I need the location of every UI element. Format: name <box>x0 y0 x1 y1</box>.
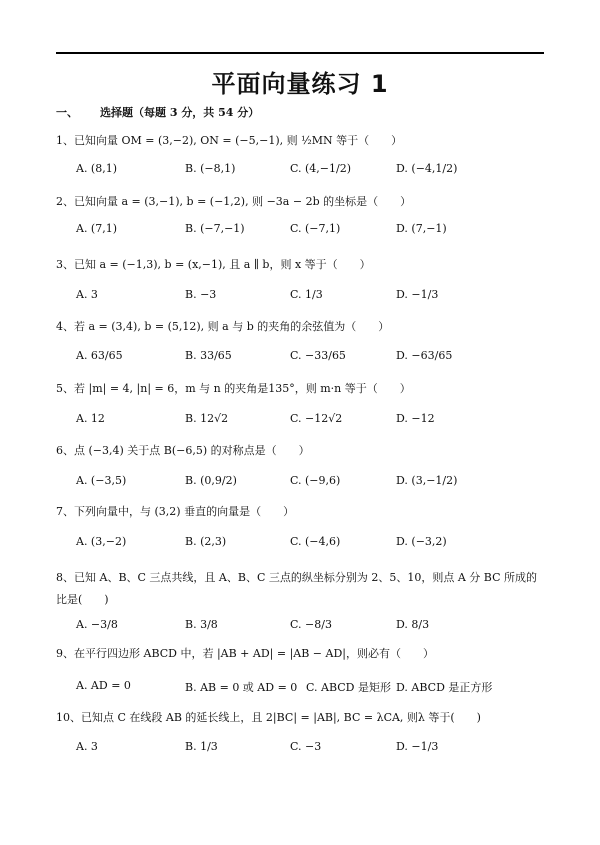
option-d: D. −12 <box>396 412 435 425</box>
option-c: C. −3 <box>290 740 322 753</box>
option-b: B. 12√2 <box>185 412 229 425</box>
option-a: A. −3/8 <box>76 618 118 631</box>
question-stem: 8、已知 A、B、C 三点共线，且 A、B、C 三点的纵坐标分别为 2、5、10，则点 A 分 BC 所成的 <box>56 571 537 584</box>
question-stem: 7、下列向量中，与 (3,2) 垂直的向量是（ ） <box>56 505 295 518</box>
option-a: A. 3 <box>76 288 98 301</box>
option-c: C. −12√2 <box>290 412 343 425</box>
question-stem-continued: 比是( ) <box>56 593 109 606</box>
option-b: B. −3 <box>185 288 217 301</box>
option-a: A. 3 <box>76 740 98 753</box>
option-d: D. (7,−1) <box>396 222 447 235</box>
option-c: C. (−9,6) <box>290 474 341 487</box>
option-b: B. (−7,−1) <box>185 222 245 235</box>
question-stem: 5、若 |m| = 4, |n| = 6，m 与 n 的夹角是135°，则 m·n 等于（ ） <box>56 382 411 395</box>
question-stem: 4、若 a = (3,4), b = (5,12), 则 a 与 b 的夹角的余弦值为（ ） <box>56 320 390 333</box>
option-b: B. 33/65 <box>185 349 232 362</box>
option-d: D. (−4,1/2) <box>396 162 458 175</box>
question-stem: 1、已知向量 OM = (3,−2), ON = (−5,−1), 则 ½MN 等于（ ） <box>56 134 403 147</box>
option-a: A. 12 <box>76 412 105 425</box>
top-rule <box>56 52 544 54</box>
option-c: C. (−4,6) <box>290 535 341 548</box>
option-c: C. (4,−1/2) <box>290 162 352 175</box>
question-stem: 2、已知向量 a = (3,−1), b = (−1,2), 则 −3a − 2b 的坐标是（ ） <box>56 195 412 208</box>
option-c: C. ABCD 是矩形 <box>306 681 391 694</box>
option-b: B. 1/3 <box>185 740 218 753</box>
option-c: C. (−7,1) <box>290 222 341 235</box>
option-d: D. −63/65 <box>396 349 453 362</box>
option-a: A. 63/65 <box>76 349 123 362</box>
option-a: A. (−3,5) <box>76 474 127 487</box>
page-title: 平面向量练习 1 <box>211 70 389 98</box>
question-stem: 6、点 (−3,4) 关于点 B(−6,5) 的对称点是（ ） <box>56 444 310 457</box>
question-stem: 3、已知 a = (−1,3), b = (x,−1), 且 a ∥ b，则 x 等于（ ） <box>56 258 371 271</box>
option-b: B. (2,3) <box>185 535 227 548</box>
option-b: B. AB = 0 或 AD = 0 <box>185 681 298 694</box>
section-label: 选择题（每题 3 分，共 54 分） <box>100 106 260 119</box>
section-heading <box>56 104 259 120</box>
option-c: C. 1/3 <box>290 288 323 301</box>
section-number: 一、 <box>56 106 78 119</box>
option-c: C. −33/65 <box>290 349 346 362</box>
option-c: C. −8/3 <box>290 618 332 631</box>
question-stem: 9、在平行四边形 ABCD 中，若 |AB + AD| = |AB − AD|，则必有（ ） <box>56 647 434 660</box>
option-d: D. 8/3 <box>396 618 430 631</box>
option-d: D. (3,−1/2) <box>396 474 458 487</box>
option-d: D. −1/3 <box>396 740 439 753</box>
option-b: B. (−8,1) <box>185 162 236 175</box>
option-a: A. (7,1) <box>76 222 118 235</box>
option-a: A. (8,1) <box>76 162 118 175</box>
option-d: D. ABCD 是正方形 <box>396 681 493 694</box>
option-d: D. −1/3 <box>396 288 439 301</box>
option-a: A. AD = 0 <box>76 679 131 692</box>
question-stem: 10、已知点 C 在线段 AB 的延长线上，且 2|BC| = |AB|, BC = λCA, 则λ 等于( ) <box>56 711 481 724</box>
option-d: D. (−3,2) <box>396 535 447 548</box>
option-a: A. (3,−2) <box>76 535 127 548</box>
option-b: B. (0,9/2) <box>185 474 237 487</box>
option-b: B. 3/8 <box>185 618 218 631</box>
